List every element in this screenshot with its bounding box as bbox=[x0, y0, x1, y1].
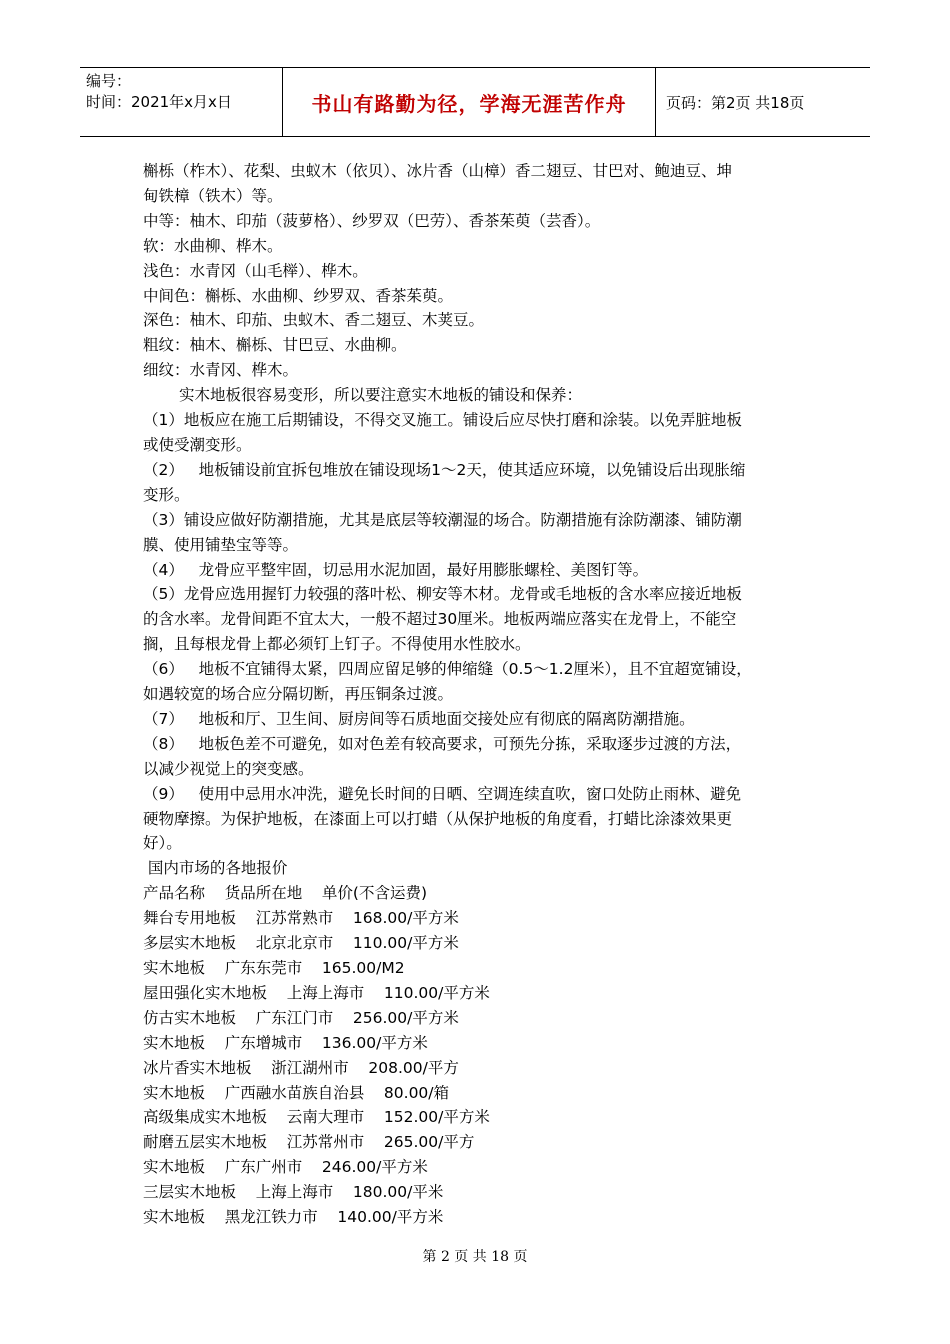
body-line: 甸铁樟（铁木）等。 bbox=[143, 186, 283, 205]
document-body bbox=[143, 159, 823, 1230]
body-line: 以减少视觉上的突变感。 bbox=[143, 759, 314, 778]
body-line: （1）地板应在施工后期铺设，不得交叉施工。铺设后应尽快打磨和涂装。以免弄脏地板 bbox=[143, 411, 742, 430]
price-row: 高级集成实木地板 云南大理市 152.00/平方米 bbox=[143, 1108, 490, 1127]
body-line: 中等：柚木、印茄（菠萝格）、纱罗双（巴劳）、香茶茱萸（芸香）。 bbox=[143, 211, 601, 230]
body-line: 的含水率。龙骨间距不宜太大，一般不超过30厘米。地板两端应落实在龙骨上，不能空 bbox=[143, 610, 737, 629]
body-line: 硬物摩擦。为保护地板，在漆面上可以打蜡（从保护地板的角度看，打蜡比涂漆效果更 bbox=[143, 809, 733, 828]
body-line: 搁，且每根龙骨上都必须钉上钉子。不得使用水性胶水。 bbox=[143, 635, 531, 654]
price-row: 三层实木地板 上海上海市 180.00/平米 bbox=[143, 1183, 444, 1202]
number-label: 编号： bbox=[86, 72, 132, 90]
price-row: 仿古实木地板 广东江门市 256.00/平方米 bbox=[143, 1008, 459, 1027]
price-row: 实木地板 黑龙江铁力市 140.00/平方米 bbox=[143, 1208, 444, 1227]
body-line: 或使受潮变形。 bbox=[143, 435, 252, 454]
page-info: 页码：第2页 共18页 bbox=[666, 93, 805, 112]
body-line: （2） 地板铺设前宜拆包堆放在铺设现场1～2天，使其适应环境，以免铺设后出现胀缩 bbox=[143, 460, 746, 479]
price-row: 多层实木地板 北京北京市 110.00/平方米 bbox=[143, 934, 459, 953]
price-row: 舞台专用地板 江苏常熟市 168.00/平方米 bbox=[143, 909, 459, 928]
body-line: （4） 龙骨应平整牢固，切忌用水泥加固，最好用膨胀螺栓、美图钉等。 bbox=[143, 560, 649, 579]
body-line: 中间色：槲栎、水曲柳、纱罗双、香茶茱萸。 bbox=[143, 286, 454, 305]
body-line: （5）龙骨应选用握钉力较强的落叶松、柳安等木材。龙骨或毛地板的含水率应接近地板 bbox=[143, 585, 742, 604]
price-table-header: 产品名称 货品所在地 单价(不含运费) bbox=[143, 884, 428, 903]
body-line: （8） 地板色差不可避免，如对色差有较高要求，可预先分拣，采取逐步过渡的方法， bbox=[143, 734, 742, 753]
body-line: （7） 地板和厅、卫生间、厨房间等石质地面交接处应有彻底的隔离防潮措施。 bbox=[143, 709, 695, 728]
body-line: （9） 使用中忌用水冲洗，避免长时间的日晒、空调连续直吹，窗口处防止雨林、避免 bbox=[143, 784, 742, 803]
body-line: 深色：柚木、印茄、虫蚁木、香二翅豆、木荚豆。 bbox=[143, 311, 485, 330]
price-row: 实木地板 广西融水苗族自治县 80.00/箱 bbox=[143, 1083, 450, 1102]
header-motto-cell bbox=[283, 68, 656, 136]
price-row: 实木地板 广东广州市 246.00/平方米 bbox=[143, 1158, 428, 1177]
body-line: 变形。 bbox=[143, 485, 190, 504]
body-line: （6） 地板不宜铺得太紧，四周应留足够的伸缩缝（0.5～1.2厘米），且不宜超宽铺设， bbox=[143, 660, 752, 679]
body-line: （3）铺设应做好防潮措施，尤其是底层等较潮湿的场合。防潮措施有涂防潮漆、铺防潮 bbox=[143, 510, 742, 529]
body-line: 粗纹：柚木、槲栎、甘巴豆、水曲柳。 bbox=[143, 336, 407, 355]
body-line: 好）。 bbox=[143, 834, 182, 853]
page-header bbox=[80, 67, 870, 137]
header-page-info-cell bbox=[656, 68, 870, 136]
time-label: 时间：2021年x月x日 bbox=[86, 93, 232, 111]
header-meta bbox=[80, 68, 283, 136]
body-line: 膜、使用铺垫宝等等。 bbox=[143, 535, 299, 554]
price-row: 耐磨五层实木地板 江苏常州市 265.00/平方 bbox=[143, 1133, 475, 1152]
body-line: 细纹：水青冈、桦木。 bbox=[143, 361, 299, 380]
price-row: 冰片香实木地板 浙江湖州市 208.00/平方 bbox=[143, 1058, 459, 1077]
price-row: 实木地板 广东东莞市 165.00/M2 bbox=[143, 959, 405, 977]
motto: 书山有路勤为径，学海无涯苦作舟 bbox=[311, 91, 627, 116]
body-line: 软：水曲柳、桦木。 bbox=[143, 236, 283, 255]
price-row: 屋田强化实木地板 上海上海市 110.00/平方米 bbox=[143, 983, 490, 1002]
price-row: 实木地板 广东增城市 136.00/平方米 bbox=[143, 1033, 428, 1052]
body-line: 槲栎（柞木）、花梨、虫蚁木（依贝）、冰片香（山樟）香二翅豆、甘巴对、鲍迪豆、坤 bbox=[143, 162, 733, 180]
body-line: 浅色：水青冈（山毛榉）、桦木。 bbox=[143, 261, 368, 280]
page-footer: 第 2 页 共 18 页 bbox=[422, 1249, 528, 1265]
body-line: 如遇较宽的场合应分隔切断，再压铜条过渡。 bbox=[143, 685, 454, 704]
section-heading: 国内市场的各地报价 bbox=[143, 859, 288, 878]
body-line: 实木地板很容易变形，所以要注意实木地板的铺设和保养： bbox=[179, 386, 583, 405]
